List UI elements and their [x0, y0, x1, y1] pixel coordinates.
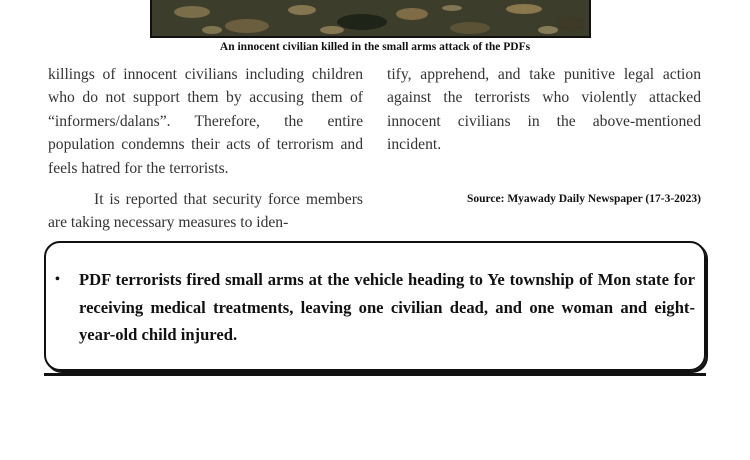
horizontal-rule — [44, 373, 706, 376]
article-paragraph: It is reported that security force members are taking necessary measures to iden- — [48, 191, 363, 232]
article-paragraph: killings of innocent civilians including children who do not support them by accusing them of “informers/dalans”. Therefore, the entire population condemns their acts of terrorism and feels hatred for the terrorists. — [48, 66, 363, 177]
article-right-column — [387, 63, 701, 157]
highlight-item — [55, 266, 695, 349]
bullet-icon: • — [55, 272, 60, 287]
article-paragraph: tify, apprehend, and take punitive legal action against the terrorists who violently attacked innocent civilians in the above-mentioned incident. — [387, 66, 701, 154]
news-photo — [150, 0, 591, 38]
article-left-column — [48, 63, 363, 235]
forest-floor-image — [152, 0, 591, 38]
photo-caption: An innocent civilian killed in the small arms attack of the PDFs — [219, 41, 531, 53]
highlight-box — [44, 241, 706, 371]
highlight-text: PDF terrorists fired small arms at the vehicle heading to Ye township of Mon state for receiving medical treatments, leaving one civilian dead, and one woman and eight-year-old child injured. — [79, 270, 695, 344]
source-citation: Source: Myawady Daily Newspaper (17-3-2023) — [466, 193, 701, 205]
